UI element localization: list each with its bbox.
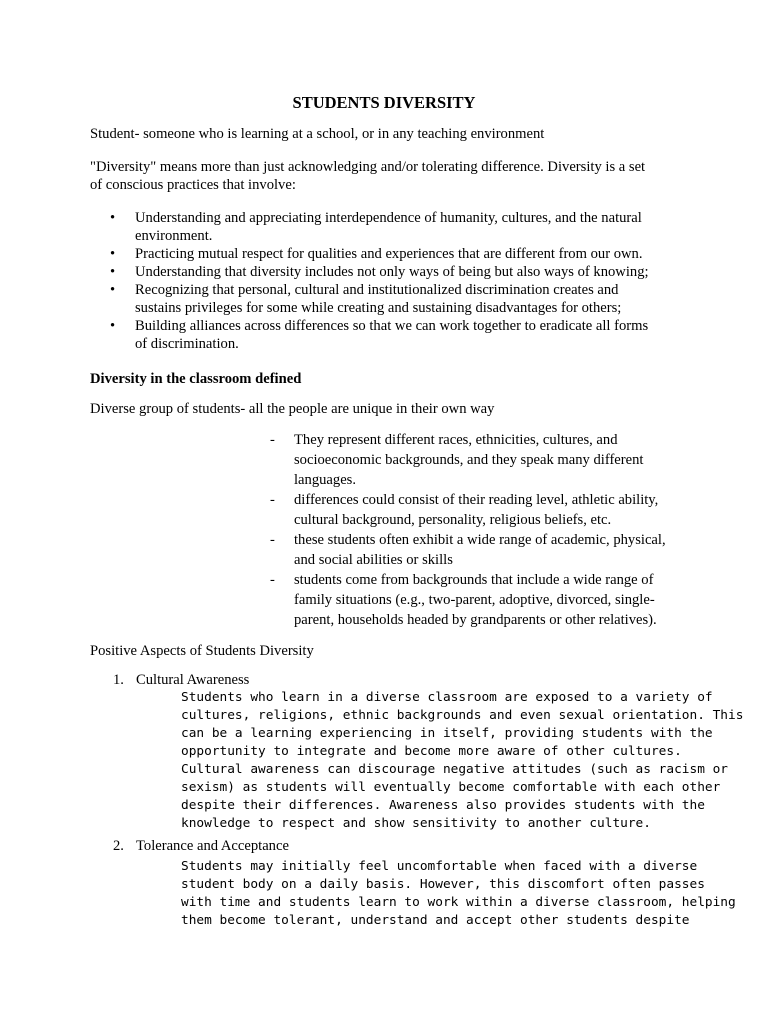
list-item-text: languages. [294,472,357,488]
student-definition: Student- someone who is learning at a school, or in any teaching environment [90,126,545,142]
bullet-icon: • [110,246,116,262]
aspect-number: 1. [113,672,124,688]
list-item [268,490,688,530]
list-item [90,209,670,245]
aspect-number: 2. [113,838,124,854]
aspect-body [181,689,744,833]
aspect-body-line: Students who learn in a diverse classroom are exposed to a variety of [181,690,713,705]
dash-icon: - [270,432,275,448]
aspect-title: Cultural Awareness [136,672,250,688]
aspect-body-line: can be a learning experiencing in itself, providing students with the [181,726,713,741]
list-item-text: family situations (e.g., two-parent, adoptive, divorced, single- [294,592,655,608]
list-item [90,281,670,317]
diversity-intro-line: of conscious practices that involve: [90,177,296,193]
list-item [90,245,670,263]
list-item [268,430,688,490]
dash-icon: - [270,532,275,548]
list-item-text: They represent different races, ethnicities, cultures, and [294,432,618,448]
list-item-text: socioeconomic backgrounds, and they speak many different [294,452,644,468]
aspect-body-line: with time and students learn to work within a diverse classroom, helping [181,895,736,910]
list-item [90,263,670,281]
aspect-body-line: cultures, religions, ethnic backgrounds and even sexual orientation. This [181,708,744,723]
list-item-text: Understanding and appreciating interdependence of humanity, cultures, and the natural [135,210,642,226]
list-item-text: cultural background, personality, religious beliefs, etc. [294,512,612,528]
list-item-text: Practicing mutual respect for qualities and experiences that are different from our own. [135,246,643,262]
list-item-text: differences could consist of their reading level, athletic ability, [294,492,659,508]
classroom-heading: Diversity in the classroom defined [90,371,302,387]
diverse-group-text: Diverse group of students- all the people are unique in their own way [90,401,495,417]
aspect-body-line: them become tolerant, understand and accept other students despite [181,913,690,928]
list-item [90,317,670,353]
aspect-body-line: opportunity to integrate and become more aware of other cultures. [181,744,682,759]
list-item [268,530,688,570]
diversity-intro-line: "Diversity" means more than just acknowledging and/or tolerating difference. Diversity is a set [90,159,646,175]
aspect-body-line: knowledge to respect and show sensitivity to another culture. [181,816,651,831]
aspect-body-line: despite their differences. Awareness also provides students with the [181,798,705,813]
list-item-text: of discrimination. [135,336,239,352]
aspect-body-line: Cultural awareness can discourage negative attitudes (such as racism or [181,762,729,777]
list-item-text: Building alliances across differences so that we can work together to eradicate all forms [135,318,649,334]
bullet-icon: • [110,282,116,298]
list-item-text: and social abilities or skills [294,552,453,568]
practices-list [90,209,670,353]
dash-icon: - [270,572,275,588]
aspect-body-line: student body on a daily basis. However, this discomfort often passes [181,877,705,892]
list-item-text: these students often exhibit a wide range of academic, physical, [294,532,666,548]
bullet-icon: • [110,264,116,280]
bullet-icon: • [110,318,116,334]
page-title: STUDENTS DIVERSITY [292,93,476,112]
aspect-body [181,858,736,930]
aspect-title: Tolerance and Acceptance [136,838,289,854]
list-item-text: students come from backgrounds that include a wide range of [294,572,654,588]
list-item-text: Recognizing that personal, cultural and institutionalized discrimination creates and [135,282,619,298]
bullet-icon: • [110,210,116,226]
dash-icon: - [270,492,275,508]
aspect-body-line: Students may initially feel uncomfortable when faced with a diverse [181,859,698,874]
diversity-intro [90,158,690,194]
positive-aspects-heading: Positive Aspects of Students Diversity [90,643,314,659]
student-traits-list [268,430,688,630]
list-item-text: sustains privileges for some while creating and sustaining disadvantages for others; [135,300,622,316]
aspect-body-line: sexism) as students will eventually become comfortable with each other [181,780,721,795]
list-item-text: Understanding that diversity includes not only ways of being but also ways of knowing; [135,264,649,280]
list-item-text: environment. [135,228,213,244]
list-item [268,570,688,630]
list-item-text: parent, households headed by grandparents or other relatives). [294,612,657,628]
